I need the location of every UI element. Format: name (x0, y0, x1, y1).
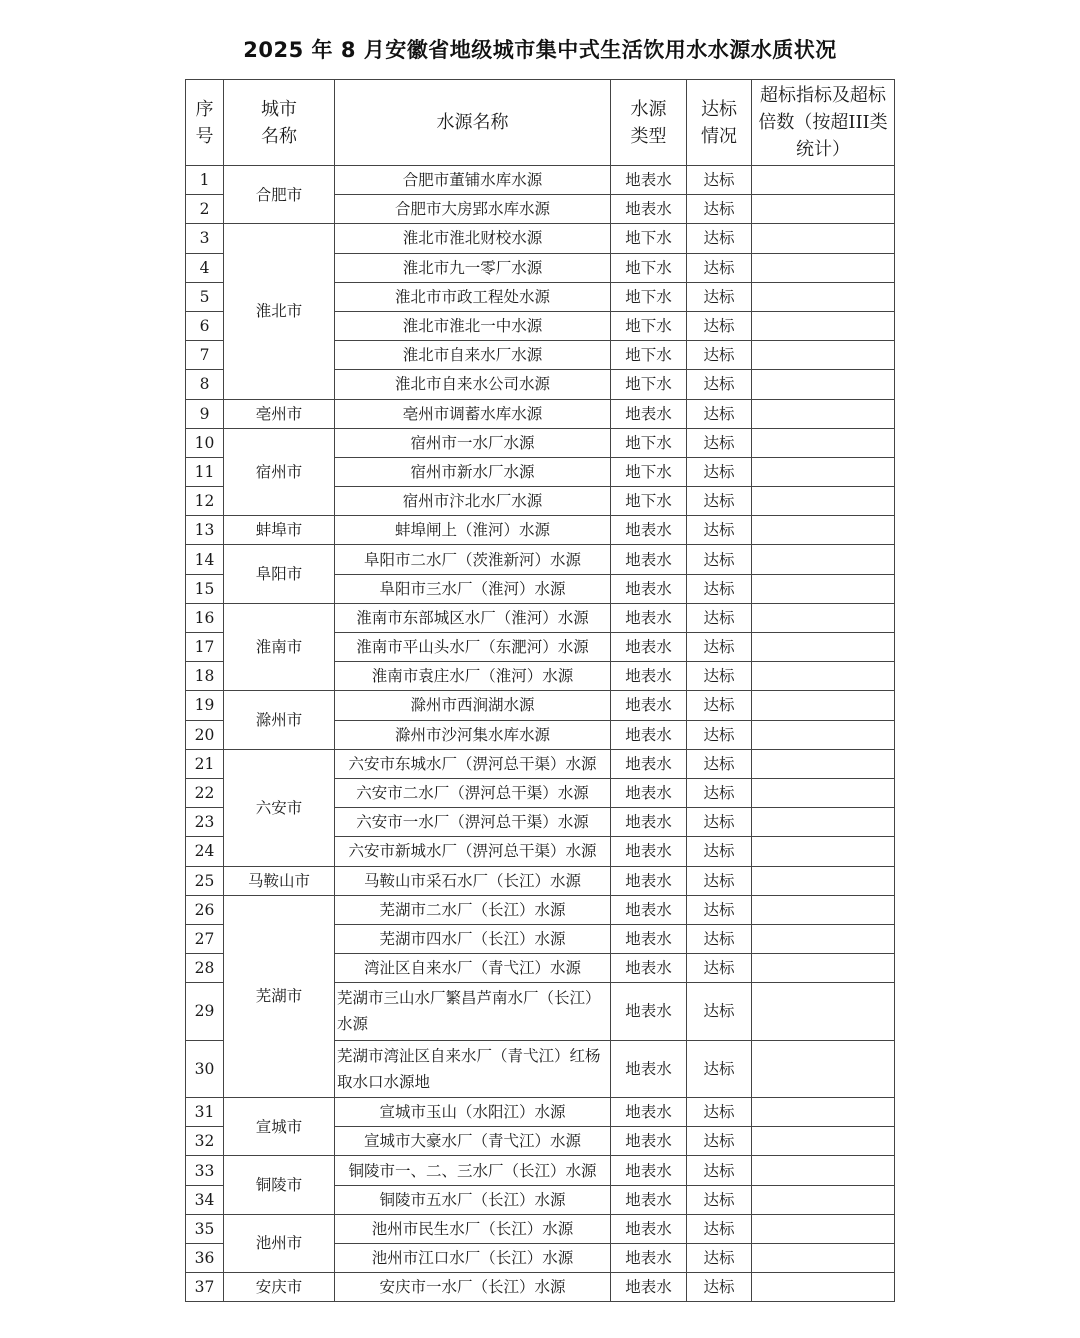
row-number-cell: 9 (186, 399, 224, 428)
source-name-cell: 淮北市淮北一中水源 (335, 311, 611, 340)
compliance-status-cell: 达标 (687, 224, 752, 253)
row-number-cell: 34 (186, 1185, 224, 1214)
compliance-status-cell: 达标 (687, 516, 752, 545)
exceedance-cell (752, 866, 895, 895)
compliance-status-cell: 达标 (687, 808, 752, 837)
source-type-cell: 地表水 (611, 983, 687, 1040)
source-name-cell: 淮北市市政工程处水源 (335, 282, 611, 311)
compliance-status-cell: 达标 (687, 253, 752, 282)
row-number-cell: 35 (186, 1214, 224, 1243)
source-name-cell: 宣城市大豪水厂（青弋江）水源 (335, 1127, 611, 1156)
source-name-cell: 安庆市一水厂（长江）水源 (335, 1273, 611, 1302)
source-type-cell: 地表水 (611, 195, 687, 224)
city-name-cell: 池州市 (224, 1214, 335, 1272)
source-name-cell: 淮南市袁庄水厂（淮河）水源 (335, 662, 611, 691)
compliance-status-cell: 达标 (687, 603, 752, 632)
header-exceed: 超标指标及超标 倍数（按超III类 统计） (752, 80, 895, 166)
source-type-cell: 地表水 (611, 399, 687, 428)
exceedance-cell (752, 749, 895, 778)
row-number-cell: 23 (186, 808, 224, 837)
city-name-cell: 亳州市 (224, 399, 335, 428)
exceedance-cell (752, 1214, 895, 1243)
source-type-cell: 地表水 (611, 662, 687, 691)
compliance-status-cell: 达标 (687, 866, 752, 895)
source-type-cell: 地表水 (611, 1156, 687, 1185)
exceedance-cell (752, 691, 895, 720)
source-type-cell: 地下水 (611, 224, 687, 253)
compliance-status-cell: 达标 (687, 574, 752, 603)
source-type-cell: 地表水 (611, 516, 687, 545)
exceedance-cell (752, 399, 895, 428)
source-type-cell: 地表水 (611, 574, 687, 603)
row-number-cell: 18 (186, 662, 224, 691)
source-name-cell: 芜湖市二水厂（长江）水源 (335, 895, 611, 924)
compliance-status-cell: 达标 (687, 457, 752, 486)
source-type-cell: 地表水 (611, 895, 687, 924)
row-number-cell: 26 (186, 895, 224, 924)
city-name-cell: 安庆市 (224, 1273, 335, 1302)
compliance-status-cell: 达标 (687, 720, 752, 749)
compliance-status-cell: 达标 (687, 1214, 752, 1243)
exceedance-cell (752, 1243, 895, 1272)
compliance-status-cell: 达标 (687, 1185, 752, 1214)
header-status: 达标 情况 (687, 80, 752, 166)
compliance-status-cell: 达标 (687, 1127, 752, 1156)
source-type-cell: 地表水 (611, 1243, 687, 1272)
row-number-cell: 33 (186, 1156, 224, 1185)
source-name-cell: 马鞍山市采石水厂（长江）水源 (335, 866, 611, 895)
city-name-cell: 淮南市 (224, 603, 335, 691)
city-name-cell: 滁州市 (224, 691, 335, 749)
source-name-cell: 淮北市自来水厂水源 (335, 341, 611, 370)
row-number-cell: 12 (186, 487, 224, 516)
exceedance-cell (752, 720, 895, 749)
row-number-cell: 4 (186, 253, 224, 282)
header-seq: 序 号 (186, 80, 224, 166)
compliance-status-cell: 达标 (687, 633, 752, 662)
table-row (186, 1156, 895, 1185)
row-number-cell: 11 (186, 457, 224, 486)
city-name-cell: 马鞍山市 (224, 866, 335, 895)
source-name-cell: 六安市东城水厂（淠河总干渠）水源 (335, 749, 611, 778)
table-row (186, 166, 895, 195)
exceedance-cell (752, 166, 895, 195)
source-name-cell: 六安市新城水厂（淠河总干渠）水源 (335, 837, 611, 866)
row-number-cell: 36 (186, 1243, 224, 1272)
source-name-cell: 铜陵市一、二、三水厂（长江）水源 (335, 1156, 611, 1185)
compliance-status-cell: 达标 (687, 691, 752, 720)
source-type-cell: 地下水 (611, 311, 687, 340)
source-name-cell: 阜阳市三水厂（淮河）水源 (335, 574, 611, 603)
row-number-cell: 25 (186, 866, 224, 895)
source-type-cell: 地下水 (611, 282, 687, 311)
exceedance-cell (752, 311, 895, 340)
city-name-cell: 蚌埠市 (224, 516, 335, 545)
source-name-cell: 合肥市董铺水库水源 (335, 166, 611, 195)
compliance-status-cell: 达标 (687, 778, 752, 807)
row-number-cell: 17 (186, 633, 224, 662)
exceedance-cell (752, 195, 895, 224)
exceedance-cell (752, 1127, 895, 1156)
source-type-cell: 地表水 (611, 866, 687, 895)
source-type-cell: 地表水 (611, 1273, 687, 1302)
header-source: 水源名称 (335, 80, 611, 166)
source-name-cell: 芜湖市三山水厂繁昌芦南水厂（长江）水源 (335, 983, 611, 1040)
row-number-cell: 7 (186, 341, 224, 370)
exceedance-cell (752, 603, 895, 632)
table-row (186, 895, 895, 924)
source-type-cell: 地表水 (611, 633, 687, 662)
exceedance-cell (752, 662, 895, 691)
exceedance-cell (752, 574, 895, 603)
row-number-cell: 22 (186, 778, 224, 807)
row-number-cell: 37 (186, 1273, 224, 1302)
exceedance-cell (752, 370, 895, 399)
exceedance-cell (752, 954, 895, 983)
exceedance-cell (752, 282, 895, 311)
exceedance-cell (752, 924, 895, 953)
row-number-cell: 10 (186, 428, 224, 457)
source-type-cell: 地表水 (611, 749, 687, 778)
source-name-cell: 池州市民生水厂（长江）水源 (335, 1214, 611, 1243)
exceedance-cell (752, 895, 895, 924)
table-row (186, 516, 895, 545)
compliance-status-cell: 达标 (687, 1156, 752, 1185)
city-name-cell: 阜阳市 (224, 545, 335, 603)
row-number-cell: 2 (186, 195, 224, 224)
compliance-status-cell: 达标 (687, 924, 752, 953)
source-name-cell: 宣城市玉山（水阳江）水源 (335, 1098, 611, 1127)
compliance-status-cell: 达标 (687, 545, 752, 574)
compliance-status-cell: 达标 (687, 195, 752, 224)
row-number-cell: 21 (186, 749, 224, 778)
header-city: 城市 名称 (224, 80, 335, 166)
row-number-cell: 20 (186, 720, 224, 749)
city-name-cell: 宿州市 (224, 428, 335, 516)
row-number-cell: 19 (186, 691, 224, 720)
exceedance-cell (752, 1273, 895, 1302)
source-type-cell: 地表水 (611, 808, 687, 837)
source-type-cell: 地表水 (611, 778, 687, 807)
exceedance-cell (752, 516, 895, 545)
source-type-cell: 地表水 (611, 1127, 687, 1156)
compliance-status-cell: 达标 (687, 837, 752, 866)
source-type-cell: 地下水 (611, 457, 687, 486)
source-type-cell: 地表水 (611, 837, 687, 866)
compliance-status-cell: 达标 (687, 954, 752, 983)
source-type-cell: 地下水 (611, 487, 687, 516)
exceedance-cell (752, 1185, 895, 1214)
table-row (186, 749, 895, 778)
exceedance-cell (752, 808, 895, 837)
row-number-cell: 13 (186, 516, 224, 545)
source-name-cell: 宿州市汴北水厂水源 (335, 487, 611, 516)
compliance-status-cell: 达标 (687, 282, 752, 311)
row-number-cell: 1 (186, 166, 224, 195)
source-name-cell: 芜湖市湾沚区自来水厂（青弋江）红杨取水口水源地 (335, 1040, 611, 1097)
table-row (186, 545, 895, 574)
compliance-status-cell: 达标 (687, 1273, 752, 1302)
compliance-status-cell: 达标 (687, 983, 752, 1040)
row-number-cell: 8 (186, 370, 224, 399)
source-name-cell: 蚌埠闸上（淮河）水源 (335, 516, 611, 545)
source-name-cell: 滁州市西涧湖水源 (335, 691, 611, 720)
source-name-cell: 淮北市九一零厂水源 (335, 253, 611, 282)
source-type-cell: 地表水 (611, 545, 687, 574)
table-row (186, 1273, 895, 1302)
row-number-cell: 3 (186, 224, 224, 253)
water-quality-table (185, 79, 895, 1302)
compliance-status-cell: 达标 (687, 487, 752, 516)
source-name-cell: 滁州市沙河集水库水源 (335, 720, 611, 749)
source-type-cell: 地表水 (611, 720, 687, 749)
city-name-cell: 合肥市 (224, 166, 335, 224)
table-header-row (186, 80, 895, 166)
source-type-cell: 地表水 (611, 691, 687, 720)
exceedance-cell (752, 1040, 895, 1097)
row-number-cell: 28 (186, 954, 224, 983)
compliance-status-cell: 达标 (687, 1243, 752, 1272)
row-number-cell: 16 (186, 603, 224, 632)
header-type: 水源 类型 (611, 80, 687, 166)
exceedance-cell (752, 224, 895, 253)
source-type-cell: 地表水 (611, 603, 687, 632)
source-name-cell: 合肥市大房郢水库水源 (335, 195, 611, 224)
source-name-cell: 芜湖市四水厂（长江）水源 (335, 924, 611, 953)
exceedance-cell (752, 778, 895, 807)
exceedance-cell (752, 1098, 895, 1127)
row-number-cell: 29 (186, 983, 224, 1040)
table-row (186, 428, 895, 457)
compliance-status-cell: 达标 (687, 1098, 752, 1127)
row-number-cell: 5 (186, 282, 224, 311)
compliance-status-cell: 达标 (687, 311, 752, 340)
row-number-cell: 15 (186, 574, 224, 603)
table-row (186, 1214, 895, 1243)
source-name-cell: 淮南市东部城区水厂（淮河）水源 (335, 603, 611, 632)
compliance-status-cell: 达标 (687, 662, 752, 691)
exceedance-cell (752, 487, 895, 516)
table-row (186, 224, 895, 253)
source-name-cell: 淮南市平山头水厂（东淝河）水源 (335, 633, 611, 662)
row-number-cell: 30 (186, 1040, 224, 1097)
source-type-cell: 地下水 (611, 428, 687, 457)
table-row (186, 1098, 895, 1127)
exceedance-cell (752, 457, 895, 486)
city-name-cell: 铜陵市 (224, 1156, 335, 1214)
page-title: 2025 年 8 月安徽省地级城市集中式生活饮用水水源水质状况 (243, 38, 837, 62)
compliance-status-cell: 达标 (687, 895, 752, 924)
source-type-cell: 地表水 (611, 924, 687, 953)
city-name-cell: 芜湖市 (224, 895, 335, 1097)
source-name-cell: 湾沚区自来水厂（青弋江）水源 (335, 954, 611, 983)
compliance-status-cell: 达标 (687, 370, 752, 399)
compliance-status-cell: 达标 (687, 166, 752, 195)
row-number-cell: 32 (186, 1127, 224, 1156)
table-row (186, 691, 895, 720)
table-row (186, 603, 895, 632)
compliance-status-cell: 达标 (687, 1040, 752, 1097)
source-type-cell: 地下水 (611, 370, 687, 399)
compliance-status-cell: 达标 (687, 428, 752, 457)
compliance-status-cell: 达标 (687, 341, 752, 370)
table-row (186, 866, 895, 895)
exceedance-cell (752, 341, 895, 370)
row-number-cell: 24 (186, 837, 224, 866)
compliance-status-cell: 达标 (687, 749, 752, 778)
source-name-cell: 六安市二水厂（淠河总干渠）水源 (335, 778, 611, 807)
source-name-cell: 淮北市淮北财校水源 (335, 224, 611, 253)
exceedance-cell (752, 633, 895, 662)
table-row (186, 399, 895, 428)
source-name-cell: 铜陵市五水厂（长江）水源 (335, 1185, 611, 1214)
source-name-cell: 宿州市一水厂水源 (335, 428, 611, 457)
source-type-cell: 地下水 (611, 253, 687, 282)
source-name-cell: 池州市江口水厂（长江）水源 (335, 1243, 611, 1272)
source-type-cell: 地表水 (611, 1098, 687, 1127)
city-name-cell: 淮北市 (224, 224, 335, 399)
source-type-cell: 地表水 (611, 954, 687, 983)
source-name-cell: 宿州市新水厂水源 (335, 457, 611, 486)
city-name-cell: 宣城市 (224, 1098, 335, 1156)
table-body (186, 166, 895, 1302)
source-name-cell: 亳州市调蓄水库水源 (335, 399, 611, 428)
source-name-cell: 淮北市自来水公司水源 (335, 370, 611, 399)
source-name-cell: 六安市一水厂（淠河总干渠）水源 (335, 808, 611, 837)
exceedance-cell (752, 837, 895, 866)
exceedance-cell (752, 253, 895, 282)
source-type-cell: 地表水 (611, 166, 687, 195)
row-number-cell: 14 (186, 545, 224, 574)
exceedance-cell (752, 545, 895, 574)
source-type-cell: 地表水 (611, 1214, 687, 1243)
city-name-cell: 六安市 (224, 749, 335, 866)
row-number-cell: 6 (186, 311, 224, 340)
source-type-cell: 地表水 (611, 1185, 687, 1214)
source-type-cell: 地下水 (611, 341, 687, 370)
row-number-cell: 27 (186, 924, 224, 953)
exceedance-cell (752, 983, 895, 1040)
source-type-cell: 地表水 (611, 1040, 687, 1097)
compliance-status-cell: 达标 (687, 399, 752, 428)
row-number-cell: 31 (186, 1098, 224, 1127)
source-name-cell: 阜阳市二水厂（茨淮新河）水源 (335, 545, 611, 574)
exceedance-cell (752, 428, 895, 457)
exceedance-cell (752, 1156, 895, 1185)
